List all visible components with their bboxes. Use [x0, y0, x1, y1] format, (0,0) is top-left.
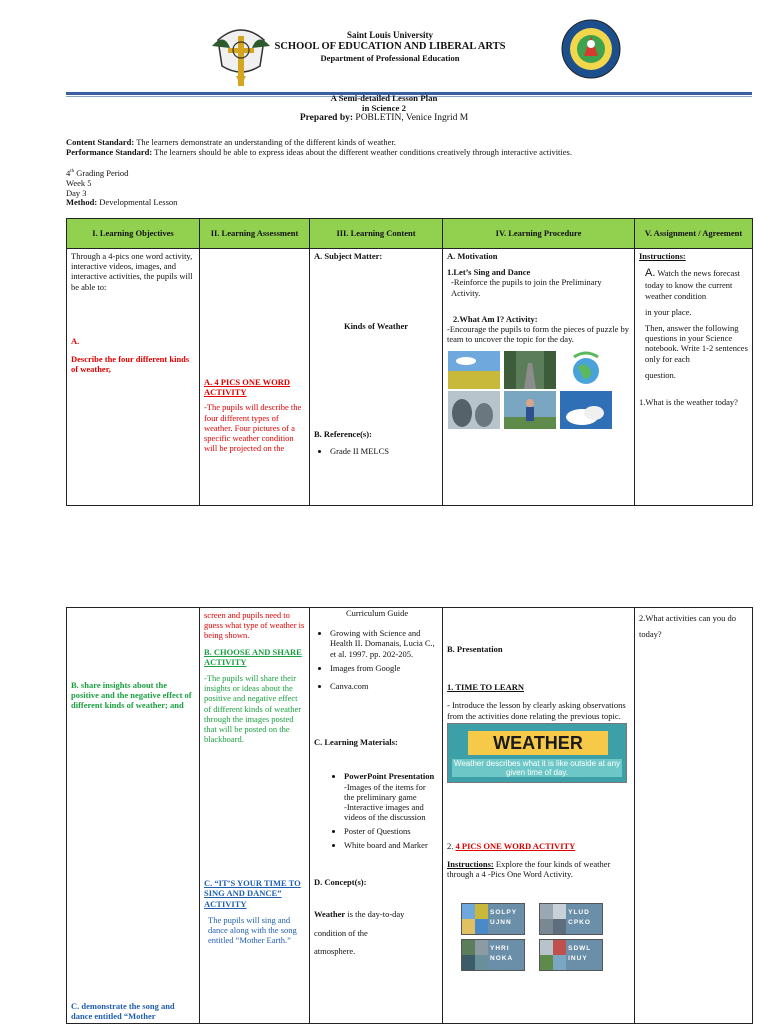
material-sub-2: -Interactive images and videos of the discussion	[344, 801, 426, 823]
references-list-2	[314, 628, 438, 691]
grading-suffix: th	[70, 169, 75, 175]
col-header-assignment: V. Assignment / Agreement	[635, 219, 753, 249]
weather-banner-word: WEATHER	[468, 731, 608, 755]
puzzle-card-cloudy	[539, 903, 603, 935]
prepared-label: Prepared by:	[299, 113, 354, 124]
assignment-a-text: Watch the news forecast today to know the current weather condition	[645, 268, 741, 301]
week: Week 5	[66, 177, 92, 188]
procedure-cell-2	[443, 608, 635, 1024]
objectives-intro: Through a 4-pics one word activity, interactive videos, images, and interactive activities, the pupils will be able to:	[71, 251, 193, 292]
col-header-content: III. Learning Content	[310, 219, 443, 249]
windy-person-photo	[504, 391, 556, 429]
references-list	[314, 446, 438, 456]
four-pics-instructions-label: Instructions:	[447, 858, 494, 869]
four-pics-number: 2.	[447, 840, 454, 851]
title-line-1: A Semi-detailed Lesson Plan	[330, 93, 438, 103]
objective-a-text: Describe the four different kinds of weather,	[71, 353, 190, 375]
performance-standard	[66, 147, 756, 157]
assessment-b-text: -The pupils will share their insights or ideas about the positive and negative effect of different kinds of weather through the images posted that will be posted on the blackboard.	[204, 672, 302, 745]
col-header-procedure: IV. Learning Procedure	[443, 219, 635, 249]
concept-line-1: is the day-to-day	[345, 908, 405, 919]
materials-list	[314, 771, 438, 850]
puzzle-letters: YLUD CPKO	[568, 909, 591, 927]
puzzle-thumbnail	[462, 904, 488, 934]
what-am-i-title: 2.What Am I? Activity:	[453, 313, 538, 324]
assignment-a	[639, 267, 748, 301]
performance-standard-label: Performance Standard:	[66, 147, 153, 158]
content-standard-text: The learners demonstrate an understanding of the different kinds of weather.	[134, 137, 396, 147]
content-cell	[310, 249, 443, 506]
objectives-cell	[67, 249, 200, 506]
table-row	[67, 608, 753, 1024]
assignment-then: Then, answer the following questions in your Science notebook. Write 1-2 sentences only for each	[645, 322, 748, 364]
references-label: B. Reference(s):	[314, 429, 372, 440]
time-to-learn-title: 1. TIME TO LEARN	[447, 682, 524, 693]
lesson-table-page-1	[66, 218, 753, 506]
presentation-label: B. Presentation	[447, 644, 503, 654]
cloudy-sky-photo	[560, 391, 612, 429]
stormy-trees-photo	[448, 391, 500, 429]
sing-dance-title: 1.Let’s Sing and Dance	[447, 267, 531, 278]
concept-weather-word: Weather	[314, 908, 346, 919]
assessment-c-text: The pupils will sing and dance along with the song entitled “Mother Earth.”	[208, 914, 297, 946]
assessment-c-title: C. “IT’S YOUR TIME TO SING AND DANCE” ACTIVITY	[204, 878, 301, 909]
col-header-assessment: II. Learning Assessment	[200, 219, 310, 249]
puzzle-card-windy	[539, 939, 603, 971]
concept-text	[314, 905, 438, 961]
sing-dance-text: -Reinforce the pupils to join the Preliminary Activity.	[451, 277, 602, 298]
list-item: • Poster of Questions	[344, 826, 438, 836]
objective-c: C. demonstrate the song and dance entitled “Mother	[71, 1000, 175, 1021]
puzzle-letters: YHRI NOKA	[490, 945, 514, 963]
table-header-row	[67, 219, 753, 249]
weather-photos	[447, 350, 630, 430]
puzzle-letters: SOLPY UJNN	[490, 909, 517, 927]
list-item: • Grade II MELCS	[330, 446, 438, 456]
puzzle-thumbnail	[462, 940, 488, 970]
question-1: 1.What is the weather today?	[639, 396, 738, 407]
document-header	[0, 14, 768, 84]
motivation-label: A. Motivation	[447, 251, 498, 261]
assessment-a-text: -The pupils will describe the four different types of weather. Four pictures of a specific weather condition will be projected on the	[204, 402, 302, 454]
lesson-table-page-2	[66, 607, 753, 1024]
puzzle-card-rainy	[461, 939, 525, 971]
four-pics-title: 4 PICS ONE WORD ACTIVITY	[455, 840, 576, 851]
assignment-a-letter: A.	[645, 267, 656, 280]
materials-label: C. Learning Materials:	[314, 737, 398, 748]
weather-banner-image	[447, 723, 627, 783]
assignment-cell	[635, 249, 753, 506]
concepts-label: D. Concept(s):	[314, 876, 367, 887]
concept-line-2: condition of the	[314, 927, 368, 938]
assignment-question: question.	[645, 369, 676, 380]
method	[66, 198, 366, 208]
sunny-field-photo	[448, 351, 500, 389]
department-name: Department of Professional Education	[320, 53, 460, 64]
puzzle-thumbnail	[540, 904, 566, 934]
earth-cartoon-photo	[560, 351, 612, 389]
assessment-a-title: A. 4 PICS ONE WORD ACTIVITY	[204, 377, 291, 398]
list-item: • Growing with Science and Health II. Domanais, Lucia C., et al. 1997. pp. 202-205.	[330, 628, 438, 659]
standards-block	[66, 137, 756, 157]
material-powerpoint: • PowerPoint Presentation	[344, 771, 435, 782]
weather-banner-desc: Weather describes what it is like outside at any given time of day.	[453, 758, 621, 777]
grading-text: Grading Period	[74, 168, 129, 178]
assessment-cell-2	[200, 608, 310, 1024]
day: Day 3	[66, 187, 87, 198]
col-header-objectives: I. Learning Objectives	[67, 219, 200, 249]
content-standard	[66, 137, 756, 147]
puzzle-card-sunny	[461, 903, 525, 935]
grading-period	[66, 169, 366, 179]
method-text: Developmental Lesson	[97, 197, 178, 208]
title-line-2: in Science 2	[362, 103, 406, 114]
school-seal-icon	[560, 18, 622, 80]
question-2: 2.What activities can you do today?	[639, 613, 737, 640]
prepared-name: POBLETIN, Venice Ingrid M	[353, 113, 469, 124]
university-name: Saint Louis University	[346, 30, 433, 40]
four-pics-instructions-text: Explore the four kinds of weather through a 4 -Pics One Word Activity.	[447, 858, 611, 880]
four-pics-instructions	[447, 859, 630, 879]
objective-b: B. share insights about the positive and the negative effect of different kinds of weather; and	[71, 680, 192, 711]
assessment-a-continued: screen and pupils need to guess what type of weather is being shown.	[204, 610, 305, 641]
lesson-meta	[66, 169, 366, 208]
time-to-learn-text: - Introduce the lesson by clearly asking observations from the activities done relating the previous topic.	[447, 700, 626, 721]
method-label: Method:	[66, 197, 98, 208]
puzzle-grid	[447, 901, 630, 973]
performance-standard-text: The learners should be able to express ideas about the different weather conditions creatively through interactive activities.	[152, 147, 572, 158]
what-am-i-text: -Encourage the pupils to form the pieces of puzzle by team to uncover the topic for the day.	[447, 323, 629, 345]
assignment-cell-2	[635, 608, 753, 1024]
instructions-label: Instructions:	[639, 251, 686, 261]
assessment-cell	[200, 249, 310, 506]
material-sub-1: -Images of the items for the preliminary game	[344, 781, 426, 802]
list-item	[344, 771, 438, 822]
list-item: • Images from Google	[330, 663, 438, 673]
header-text-block	[240, 30, 540, 64]
content-standard-label: Content Standard:	[66, 137, 135, 147]
concept-line-3: atmosphere.	[314, 946, 356, 957]
four-pics-heading	[447, 841, 630, 851]
objective-a-letter: A.	[71, 335, 80, 346]
prepared-by	[0, 113, 768, 124]
puzzle-letters: SDWL INUY	[568, 945, 592, 963]
rainy-road-photo	[504, 351, 556, 389]
references-continued: Curriculum Guide	[346, 608, 409, 618]
content-cell-2	[310, 608, 443, 1024]
table-row	[67, 249, 753, 506]
list-item: • White board and Marker	[344, 840, 438, 850]
grading-number: 4	[66, 168, 71, 178]
lesson-plan-title	[0, 93, 768, 124]
assessment-b-title: B. CHOOSE AND SHARE ACTIVITY	[204, 646, 302, 667]
subject-matter-label: A. Subject Matter:	[314, 251, 383, 261]
school-name: SCHOOL OF EDUCATION AND LIBERAL ARTS	[274, 40, 506, 52]
list-item: • Canva.com	[330, 681, 438, 691]
objectives-cell-2	[67, 608, 200, 1024]
puzzle-thumbnail	[540, 940, 566, 970]
assignment-place: in your place.	[645, 306, 692, 317]
procedure-cell	[443, 249, 635, 506]
topic-kinds-of-weather: Kinds of Weather	[343, 321, 409, 332]
